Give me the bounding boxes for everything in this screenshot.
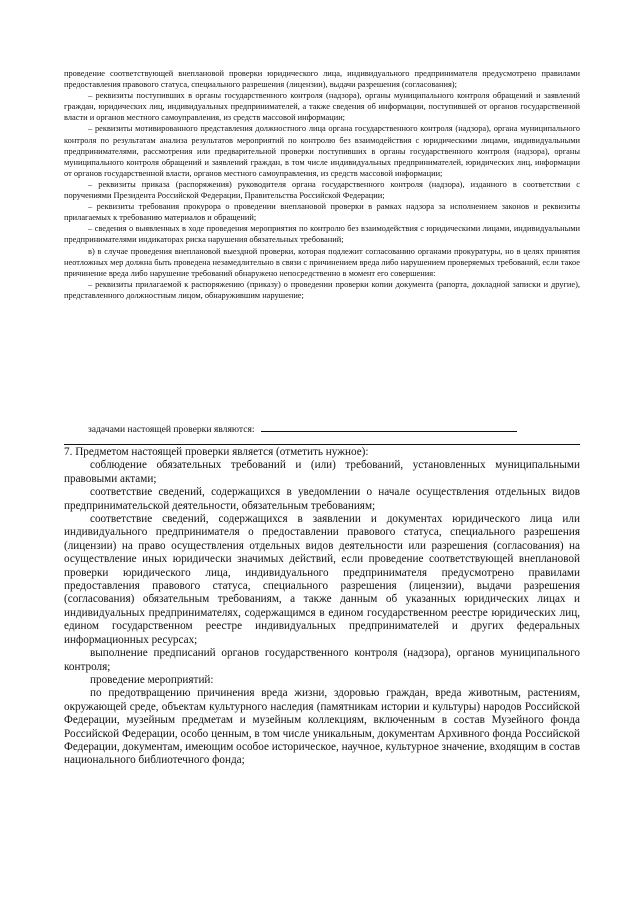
- section-7: [64, 446, 580, 768]
- task-fill-line: [261, 422, 517, 432]
- paragraph: проведение соответствующей внеплановой проверки юридического лица, индивидуального предпринимателя предусмотрено правилами предоставления правового статуса, специального разрешения (лицензии), выдачи разрешения (согласования);: [64, 69, 580, 90]
- list-item: соблюдение обязательных требований и (или) требований, установленных муниципальными правовыми актами;: [64, 459, 580, 485]
- list-item: по предотвращению причинения вреда жизни, здоровью граждан, вреда животным, растениям, окружающей среде, объектам культурного наследия (памятникам истории и культуры) народов Российской Федерации, музейным предметам и музейным коллекциям, включенным в состав Музейного фонда Российской Федерации, особо ценным, в том числе уникальным, документам Архивного фонда Российской Федерации, документам, имеющим особое историческое, научное, культурное значение, входящим в состав национального библиотечного фонда;: [64, 687, 580, 767]
- list-item: проведение мероприятий:: [90, 673, 214, 686]
- paragraph: – реквизиты прилагаемой к распоряжению (приказу) о проведении проверки копии документа (рапорта, докладной записки и другие), представленного должностным лицом, обнаружившим нарушение;: [64, 279, 580, 300]
- top-section: [64, 68, 580, 301]
- list-item: выполнение предписаний органов государственного контроля (надзора), органов муниципального контроля;: [64, 647, 580, 673]
- paragraph: – сведения о выявленных в ходе проведения мероприятия по контролю без взаимодействия с юридическими лицами, индивидуальными предпринимателями индикаторах риска нарушения обязательных требований;: [64, 224, 580, 245]
- divider: [64, 444, 580, 445]
- paragraph: – реквизиты мотивированного представления должностного лица органа государственного контроля (надзора), органа муниципального контроля по результатам анализа результатов мероприятий по контролю без взаимодействия с юридическими лицами, индивидуальными предпринимателями, рассмотрения или предварительной проверки поступивших в органы государственного контроля (надзора), органы муниципального контроля обращений и заявлений граждан, в том числе индивидуальных предпринимателей, юридических лиц, информации от органов государственной власти, органов местного самоуправления, из средств массовой информации;: [64, 124, 580, 178]
- section-heading: 7. Предметом настоящей проверки является (отметить нужное):: [64, 446, 369, 458]
- paragraph: – реквизиты требования прокурора о проведении внеплановой проверки в рамках надзора за исполнением законов и реквизиты прилагаемых к требованию материалов и обращений;: [64, 202, 580, 223]
- paragraph: – реквизиты приказа (распоряжения) руководителя органа государственного контроля (надзора), изданного в соответствии с поручениями Президента Российской Федерации, Правительства Российской Федерации;: [64, 179, 580, 201]
- paragraph: – реквизиты поступивших в органы государственного контроля (надзора), органы муниципального контроля обращений и заявлений граждан, юридических лиц, индивидуальных предпринимателей, а также сведения об информации, поступившей от органов государственной власти и органов местного самоуправления, из средств массовой информации;: [64, 91, 580, 123]
- task-label: задачами настоящей проверки являются:: [88, 424, 255, 435]
- list-item: соответствие сведений, содержащихся в уведомлении о начале осуществления отдельных видов предпринимательской деятельности, обязательным требованиям;: [64, 486, 580, 512]
- paragraph: в) в случае проведения внеплановой выездной проверки, которая подлежит согласованию органами прокуратуры, но в целях принятия неотложных мер должна быть проведена незамедлительно в связи с причинением вреда либо нарушением проверяемых требований, если такое причинение вреда либо нарушение требований обнаружено непосредственно в момент его совершения:: [64, 246, 580, 278]
- task-line: [88, 422, 580, 436]
- list-item: соответствие сведений, содержащихся в заявлении и документах юридического лица или индивидуального предпринимателя о предоставлении правового статуса, специального разрешения (лицензии) на право осуществления отдельных видов деятельности или разрешения (согласования) на осуществление иных юридически значимых действий, если проведение соответствующей внеплановой проверки юридического лица, индивидуального предпринимателя предусмотрено правилами предоставления правового статуса, специального разрешения (лицензии), выдачи разрешения (согласования) обязательным требованиям, а также данным об указанных юридических лицах и индивидуальных предпринимателях, содержащимся в едином государственном реестре юридических лиц, едином государственном реестре индивидуальных предпринимателей и других федеральных информационных ресурсах;: [64, 513, 580, 646]
